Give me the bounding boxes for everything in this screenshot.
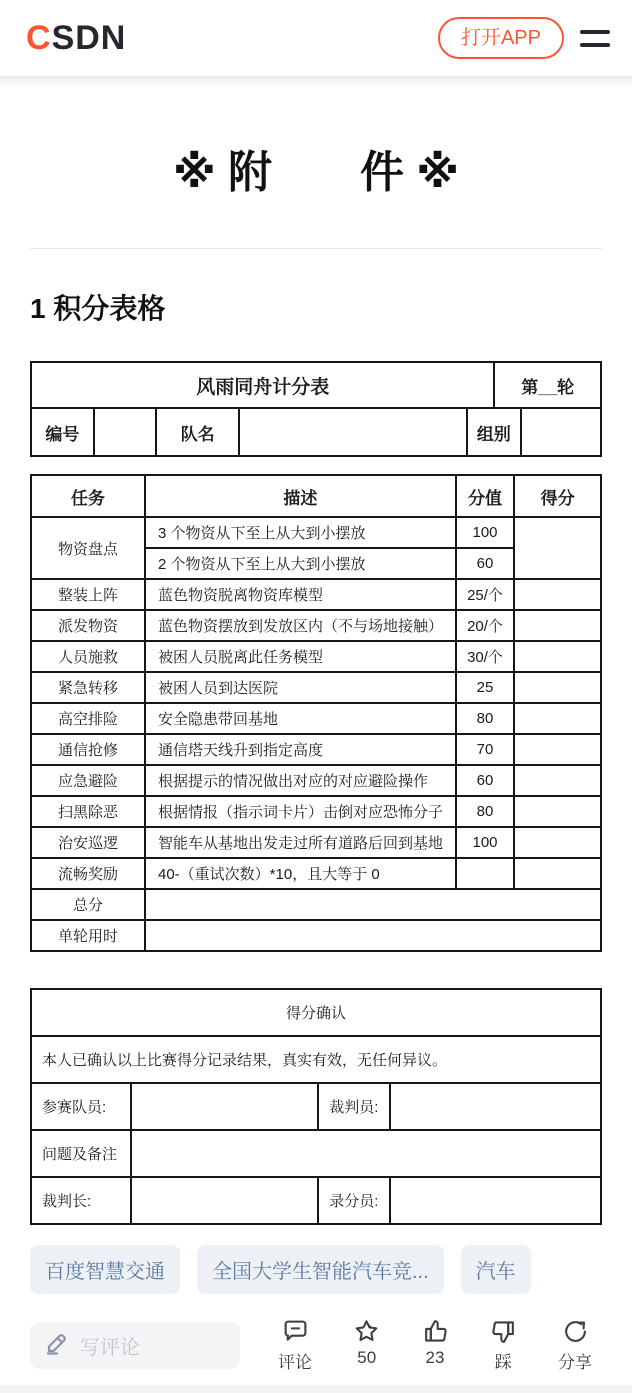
col-task: 任务 xyxy=(31,475,145,517)
task-cell: 通信抢修 xyxy=(31,734,145,765)
value-cell: 60 xyxy=(456,548,515,579)
collect-button[interactable] xyxy=(353,1318,380,1373)
score-cell xyxy=(514,796,601,827)
value-cell: 60 xyxy=(456,765,515,796)
action-bar xyxy=(30,1318,602,1373)
table-row xyxy=(31,610,601,641)
section-divider xyxy=(30,248,602,249)
task-cell: 扫黑除恶 xyxy=(31,796,145,827)
task-cell: 应急避险 xyxy=(31,765,145,796)
table-row xyxy=(31,796,601,827)
comment-count-label: 评论 xyxy=(278,1353,312,1372)
task-cell: 总分 xyxy=(31,889,145,920)
table-row xyxy=(31,734,601,765)
table-row xyxy=(31,989,601,1036)
csdn-logo-c: C xyxy=(26,18,52,57)
desc-cell: 根据情报（指示词卡片）击倒对应恐怖分子 xyxy=(145,796,456,827)
score-cell xyxy=(514,703,601,734)
hamburger-menu-icon[interactable] xyxy=(580,26,610,51)
team-label-cell: 队名 xyxy=(156,408,239,456)
tag-smart-car-competition[interactable]: 全国大学生智能汽车竞... xyxy=(197,1245,444,1294)
value-cell: 70 xyxy=(456,734,515,765)
comment-button[interactable] xyxy=(278,1318,312,1373)
desc-cell: 通信塔天线升到指定高度 xyxy=(145,734,456,765)
score-cell xyxy=(514,672,601,703)
table-row xyxy=(31,858,601,889)
group-label-cell: 组别 xyxy=(467,408,521,456)
star-icon xyxy=(353,1318,380,1345)
table-row xyxy=(31,1130,601,1177)
chief-referee-label-cell: 裁判长: xyxy=(31,1177,131,1224)
col-value: 分值 xyxy=(456,475,515,517)
dislike-label: 踩 xyxy=(494,1353,512,1372)
group-value-cell xyxy=(521,408,601,456)
desc-cell: 被困人员到达医院 xyxy=(145,672,456,703)
table-row xyxy=(31,672,601,703)
remarks-value-cell xyxy=(131,1130,601,1177)
id-value-cell xyxy=(94,408,157,456)
table-row xyxy=(31,703,601,734)
value-cell: 100 xyxy=(456,827,515,858)
csdn-logo[interactable] xyxy=(26,19,126,58)
thumb-up-icon xyxy=(422,1318,449,1345)
score-sheet-title-cell: 风雨同舟计分表 xyxy=(31,362,494,408)
confirm-title-cell: 得分确认 xyxy=(31,989,601,1036)
value-cell xyxy=(456,858,515,889)
table-row xyxy=(31,765,601,796)
share-icon xyxy=(562,1318,589,1345)
confirm-table xyxy=(30,988,602,1225)
table-row xyxy=(31,1083,601,1130)
table-row xyxy=(31,1036,601,1083)
value-cell: 20/个 xyxy=(456,610,515,641)
comment-icon xyxy=(282,1318,309,1345)
desc-cell: 3 个物资从下至上从大到小摆放 xyxy=(145,517,456,548)
pencil-icon xyxy=(44,1330,70,1361)
scorer-label-cell: 录分员: xyxy=(318,1177,390,1224)
open-app-button[interactable]: 打开APP xyxy=(438,17,564,59)
total-score-cell xyxy=(145,889,601,920)
referee-label-cell: 裁判员: xyxy=(318,1083,390,1130)
tag-car[interactable]: 汽车 xyxy=(461,1245,531,1294)
round-time-cell xyxy=(145,920,601,951)
desc-cell: 蓝色物资摆放到发放区内（不与场地接触） xyxy=(145,610,456,641)
info-table-fields-row xyxy=(30,407,602,457)
table-row xyxy=(31,517,601,548)
remarks-label-cell: 问题及备注 xyxy=(31,1130,131,1177)
desc-cell: 被困人员脱离此任务模型 xyxy=(145,641,456,672)
desc-cell: 2 个物资从下至上从大到小摆放 xyxy=(145,548,456,579)
thumb-down-icon xyxy=(490,1318,517,1345)
task-cell: 派发物资 xyxy=(31,610,145,641)
confirm-statement-cell: 本人已确认以上比赛得分记录结果，真实有效，无任何异议。 xyxy=(31,1036,601,1083)
tag-list xyxy=(30,1245,602,1294)
action-items xyxy=(240,1318,602,1373)
score-cell xyxy=(514,641,601,672)
task-cell: 治安巡逻 xyxy=(31,827,145,858)
like-button[interactable] xyxy=(422,1318,449,1373)
referee-signature-cell xyxy=(390,1083,601,1130)
team-value-cell xyxy=(239,408,467,456)
section-heading: 1 积分表格 xyxy=(30,293,166,324)
task-cell: 流畅奖励 xyxy=(31,858,145,889)
like-count-label: 23 xyxy=(425,1348,445,1367)
value-cell: 30/个 xyxy=(456,641,515,672)
table-row xyxy=(31,1177,601,1224)
task-cell: 整装上阵 xyxy=(31,579,145,610)
value-cell: 25/个 xyxy=(456,579,515,610)
player-signature-cell xyxy=(131,1083,319,1130)
share-button[interactable] xyxy=(558,1318,592,1373)
task-cell: 紧急转移 xyxy=(31,672,145,703)
table-row xyxy=(31,920,601,951)
table-row xyxy=(31,889,601,920)
score-cell xyxy=(514,610,601,641)
desc-cell: 蓝色物资脱离物资库模型 xyxy=(145,579,456,610)
desc-cell: 根据提示的情况做出对应的对应避险操作 xyxy=(145,765,456,796)
task-cell: 高空排险 xyxy=(31,703,145,734)
article-body xyxy=(0,136,632,1225)
col-score: 得分 xyxy=(514,475,601,517)
app-header xyxy=(0,0,632,76)
score-cell xyxy=(514,827,601,858)
player-label-cell: 参赛队员: xyxy=(31,1083,131,1130)
chief-referee-signature-cell xyxy=(131,1177,319,1224)
bottom-strip xyxy=(0,1385,632,1393)
csdn-logo-rest: SDN xyxy=(51,18,127,57)
col-desc: 描述 xyxy=(145,475,456,517)
score-cell xyxy=(514,765,601,796)
value-cell: 80 xyxy=(456,703,515,734)
collect-count-label: 50 xyxy=(357,1348,377,1367)
score-table-header-row xyxy=(31,475,601,517)
task-cell: 物资盘点 xyxy=(31,517,145,579)
share-label: 分享 xyxy=(558,1353,592,1372)
task-cell: 人员施救 xyxy=(31,641,145,672)
desc-cell: 安全隐患带回基地 xyxy=(145,703,456,734)
table-row xyxy=(31,579,601,610)
value-cell: 25 xyxy=(456,672,515,703)
dislike-button[interactable] xyxy=(490,1318,517,1373)
desc-cell: 智能车从基地出发走过所有道路后回到基地 xyxy=(145,827,456,858)
score-cell xyxy=(514,734,601,765)
tag-baidu-smart-traffic[interactable]: 百度智慧交通 xyxy=(30,1245,180,1294)
table-row xyxy=(31,641,601,672)
task-cell: 单轮用时 xyxy=(31,920,145,951)
value-cell: 100 xyxy=(456,517,515,548)
score-table xyxy=(30,474,602,952)
score-cell xyxy=(514,579,601,610)
desc-cell: 40-（重试次数）*10，且大等于 0 xyxy=(145,858,456,889)
attachment-title: ※ 附 件 ※ xyxy=(173,148,459,197)
id-label-cell: 编号 xyxy=(31,408,94,456)
round-cell: 第__轮 xyxy=(494,362,601,408)
info-table-title-row xyxy=(30,361,602,409)
value-cell: 80 xyxy=(456,796,515,827)
header-shadow xyxy=(0,76,632,88)
scorer-signature-cell xyxy=(390,1177,601,1224)
score-cell xyxy=(514,858,601,889)
score-cell xyxy=(514,517,601,579)
comment-placeholder: 写评论 xyxy=(80,1337,140,1359)
table-row xyxy=(31,827,601,858)
